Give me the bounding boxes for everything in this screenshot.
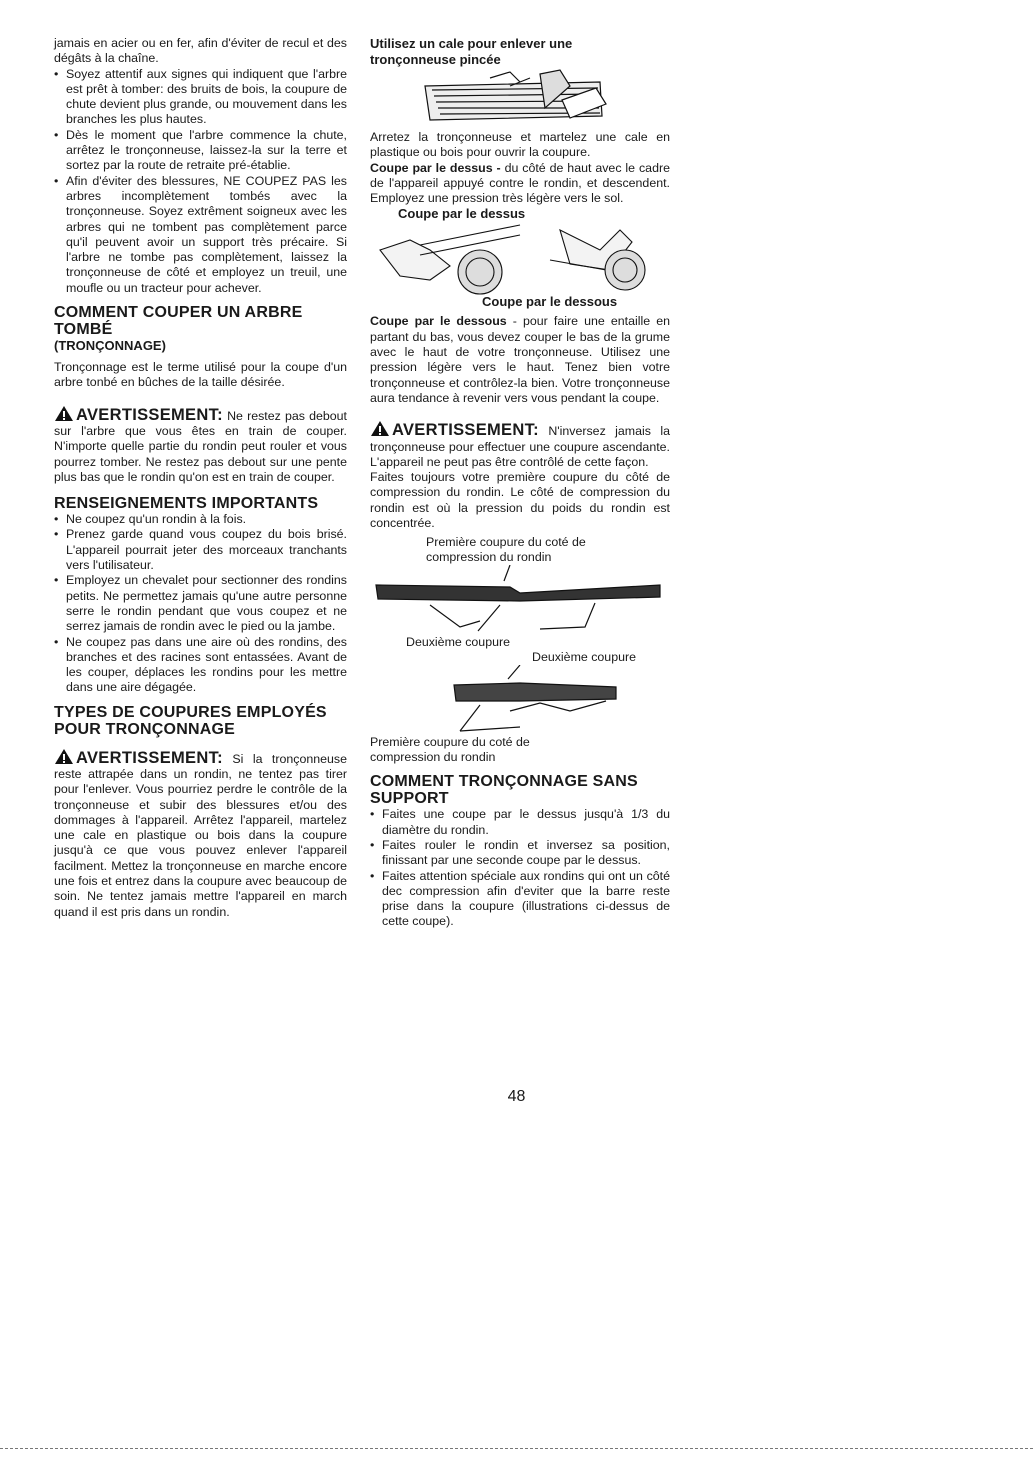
warning-icon <box>54 748 74 765</box>
figure-caption-first-cut-2: Première coupure du coté de compression du rondin <box>370 735 530 765</box>
figure-label-overcut: Coupe par le dessus <box>398 206 526 222</box>
warning-pinched <box>54 748 347 920</box>
wedge-heading: Utilisez un cale pour enlever une <box>370 36 573 51</box>
warning-text: Ne restez pas debout sur l'arbre que vous êtes en train de couper. N'importe quelle partie du rondin peut rouler et vous pourrez tomber. Ne restez pas debout sur une pente plus bas que le rondin qu'on est en train de couper. <box>54 408 347 484</box>
no-support-bullets <box>370 807 670 929</box>
left-column <box>54 36 347 920</box>
section-heading-important: RENSEIGNEMENTS IMPORTANTS <box>54 495 319 513</box>
list-item: • Faites une coupe par le dessus jusqu'à 1/3 du diamètre du rondin. <box>370 807 670 838</box>
warning-text: N'inversez jamais la tronçonneuse pour effectuer une coupure ascendante. L'appareil ne peut pas être contrôlé de cette façon. <box>370 424 670 469</box>
section-heading-cut-types: TYPES DE COUPURES EMPLOYÉS <box>54 703 327 721</box>
list-item: • Faites rouler le rondin et inversez sa position, finissant par une seconde coupe par le dessus. <box>370 838 670 869</box>
overcut-text: du côté de haut avec le cadre de l'appareil appuyé contre le rondin, et descendent. Employez une pression très légère vers le sol. <box>370 160 670 206</box>
list-item: • Employez un chevalet pour sectionner des rondins petits. Ne permettez jamais qu'une autre personne serre le rondin pendant que vous coupez et ne serrez jamais de rondin avec le pied ou la jambe. <box>54 573 347 634</box>
list-item: • Ne coupez pas dans une aire où des rondins, des branches et des racines sont entassées. Avant de les couper, déplaces les rondins pour les mettre dans une aire dégagée. <box>54 635 347 696</box>
list-item: • Soyez attentif aux signes qui indiquent que l'arbre est prêt à tomber: des bruits de bois, la coupure de chute devient plus grande, ou mouvement dans les branches les plus hautes. <box>54 67 347 128</box>
compression-bottom-illustration <box>370 665 670 735</box>
felling-bullets <box>54 67 347 296</box>
wedge-illustration <box>370 68 670 130</box>
section-heading-bucking-line2: TOMBÉ <box>54 321 113 339</box>
wedge-heading-line2: tronçonneuse pincée <box>370 52 501 67</box>
warning-title: AVERTISSEMENT: <box>76 748 223 767</box>
intro-paragraph: jamais en acier ou en fer, afin d'éviter de recul et des dégâts à la chaîne. <box>54 36 347 66</box>
undercut-label: Coupe par le dessous <box>370 314 507 329</box>
compression-top-illustration <box>370 565 670 635</box>
warning-icon <box>54 405 74 422</box>
figure-caption-second-cut: Deuxième coupure <box>406 635 511 650</box>
list-item: • Afin d'éviter des blessures, NE COUPEZ PAS les arbres incomplètement tombés avec la tronçonneuse. Soyez extrêment soigneux avec les arbres qui ne tombent pas complètement parce qu'il peuvent avoir un support très précaire. Si l'arbre ne tombe pas complètement, laissez la tronçonneuse de côté et employez un treuil, une moufle ou un tracteur pour achever. <box>54 174 347 296</box>
overcut-label: Coupe par le dessus - <box>370 160 501 175</box>
wedge-paragraph: Arretez la tronçonneuse et martelez une cale en plastique ou bois pour ouvrir la coupure. <box>370 130 670 160</box>
list-item: • Dès le moment que l'arbre commence la chute, arrêtez le tronçonneuse, laissez-la sur la terre et sortez par la route de retraite pré-établie. <box>54 128 347 174</box>
overcut-undercut-illustration <box>370 220 670 300</box>
warning-icon <box>370 420 390 437</box>
bucking-definition: Tronçonnage est le terme utilisé pour la coupe d'un arbre tonbé en bûches de la taille désirée. <box>54 360 347 390</box>
warning-title: AVERTISSEMENT: <box>76 405 223 424</box>
page-number: 48 <box>507 1088 526 1105</box>
undercut-text: - pour faire une entaille en partant du bas, vous devez couper le bas de la grume avec le haut de votre tronçonneuse. Utilisez une pression légère vers le haut. Tenez bien votre tronçonneuse et contrôlez-la bien. Votre tronçonneuse aura tendance à revenir vers vous pendant la coupe. <box>370 314 670 405</box>
list-item: • Ne coupez qu'un rondin à la fois. <box>54 512 347 527</box>
figure-caption-second-cut-2: Deuxième coupure <box>532 650 637 665</box>
undercut-paragraph <box>370 314 670 406</box>
important-bullets <box>54 512 347 696</box>
list-item: • Prenez garde quand vous coupez du bois brisé. L'appareil pourrait jeter des morceaux tranchants vers l'utilisateur. <box>54 527 347 573</box>
compression-paragraph: Faites toujours votre première coupure du côté de compression du rondin. Le côté de compression du rondin est où la pression du poids du rondin est concentrée. <box>370 470 670 531</box>
section-heading-no-support: COMMENT TRONÇONNAGE SANS <box>370 773 638 791</box>
section-heading-bucking: COMMENT COUPER UN ARBRE <box>54 304 303 322</box>
page-edge-divider <box>0 1448 1033 1449</box>
warning-standing <box>54 405 347 485</box>
warning-title: AVERTISSEMENT: <box>392 421 539 440</box>
list-item: • Faites attention spéciale aux rondins qui ont un côté dec compression afin d'eviter que la barre reste prise dans la coupure (illustrations ci-dessus de cette coupe). <box>370 869 670 930</box>
warning-reverse <box>370 420 670 470</box>
section-subheading: (TRONÇONNAGE) <box>54 338 166 354</box>
overcut-paragraph <box>370 161 670 207</box>
warning-text: Si la tronçonneuse reste attrapée dans un rondin, ne tentez pas tirer pour l'enlever. Vous pourriez perdre le contrôle de la tronçonneuse et subir des blessures et/ou des dommages à l'appareil. Arrêtez l'appareil, martelez une cale en plastique ou bois dans la coupure jusqu'à ce que vous pouvez enlever l'appareil facilment. Mettez la tronçonneuse en marche encore une fois et entrez dans la coupure avec beaucoup de soin. Ne tentez jamais mettre l'appareil en march quand il est pris dans un rondin. <box>54 751 347 919</box>
figure-caption-first-cut: Première coupure du coté de compression du rondin <box>426 535 586 565</box>
section-heading-no-support-line2: SUPPORT <box>370 790 449 808</box>
section-heading-cut-types-line2: POUR TRONÇONNAGE <box>54 720 235 738</box>
figure-label-undercut: Coupe par le dessous <box>482 294 618 310</box>
over-under-cut-figure <box>370 206 670 314</box>
right-column <box>370 36 670 930</box>
